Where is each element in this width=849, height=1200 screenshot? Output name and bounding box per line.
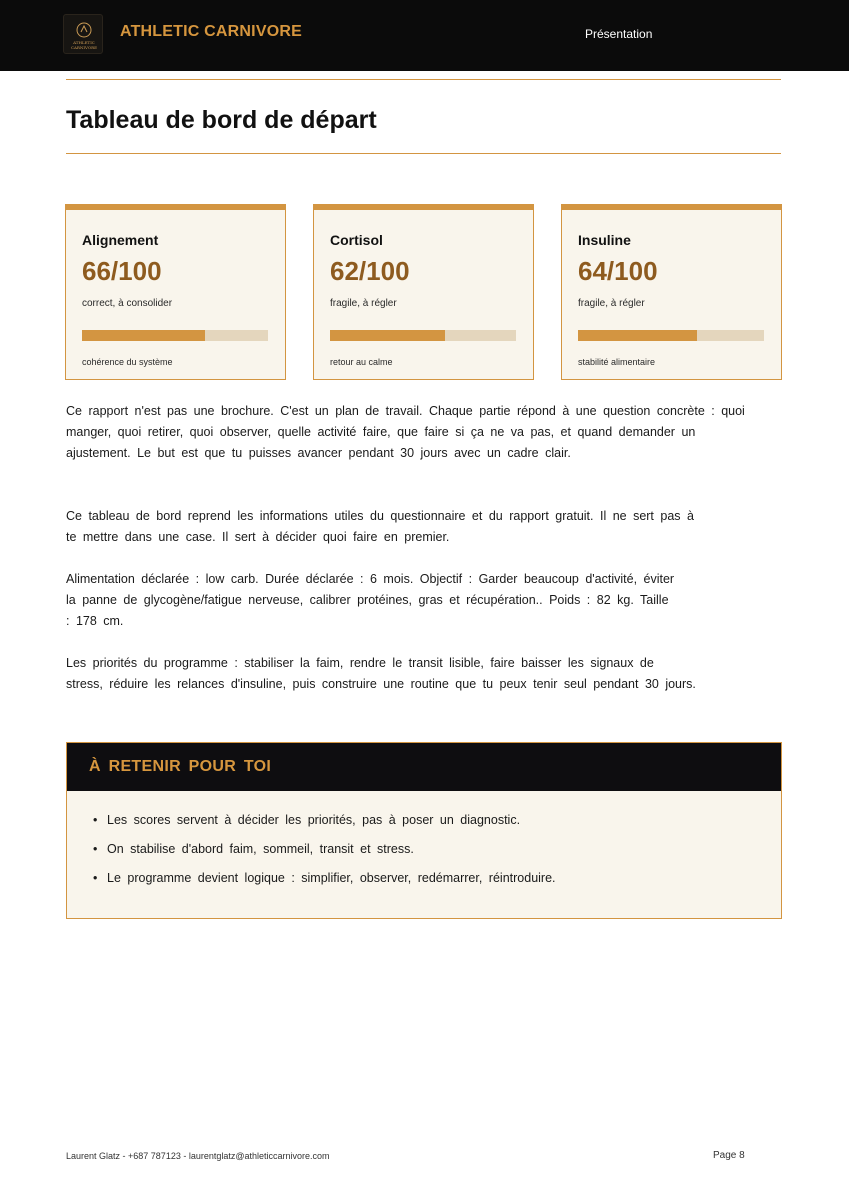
logo-emblem-icon	[64, 15, 103, 54]
top-bar	[0, 0, 849, 71]
brand-name: ATHLETIC CARNIVORE	[120, 23, 302, 40]
card-score: 64/100	[578, 256, 658, 286]
card-progress-fill	[330, 330, 445, 341]
list-item	[93, 864, 556, 893]
intro-paragraph: Ce rapport n'est pas une brochure. C'est un plan de travail. Chaque partie répond à une question concrète : quoi manger, quoi retirer, quoi observer, quelle activité faire, que faire si ça ne va pas, et quand demander un ajustement. Le but est que tu puisses avancer pendant 30 jours avec un cadre clair.	[66, 404, 745, 460]
bullet-icon: •	[93, 842, 98, 856]
list-item-text: Les scores servent à décider les priorités, pas à poser un diagnostic.	[107, 813, 521, 827]
score-card-cortisol	[313, 204, 534, 380]
card-score: 62/100	[330, 256, 410, 286]
key-takeaways-list	[93, 806, 556, 893]
score-card-insuline	[561, 204, 782, 380]
card-footer: cohérence du système	[82, 357, 173, 367]
brand-logo	[63, 14, 103, 54]
key-takeaways-header	[67, 743, 781, 791]
card-footer: retour au calme	[330, 357, 393, 367]
page-title: Tableau de bord de départ	[66, 106, 377, 134]
section-name: Présentation	[585, 27, 653, 41]
title-top-rule	[66, 79, 781, 80]
card-status: correct, à consolider	[82, 298, 173, 309]
key-takeaways-box	[66, 742, 782, 919]
bullet-icon: •	[93, 871, 98, 885]
list-item-text: On stabilise d'abord faim, sommeil, transit et stress.	[107, 842, 414, 856]
card-label: Cortisol	[330, 232, 383, 248]
card-score: 66/100	[82, 256, 162, 286]
card-status: fragile, à régler	[330, 298, 397, 309]
score-card-alignement	[65, 204, 286, 380]
card-status: fragile, à régler	[578, 298, 645, 309]
title-bottom-rule	[66, 153, 781, 154]
dashboard-paragraph: Ce tableau de bord reprend les informations utiles du questionnaire et du rapport gratuit. Il ne sert pas à te mettre dans une case. Il sert à décider quoi faire en premier.	[66, 509, 694, 544]
card-progress-fill	[82, 330, 205, 341]
key-takeaways-title: À RETENIR POUR TOI	[89, 758, 272, 775]
priorities-paragraph: Les priorités du programme : stabiliser la faim, rendre le transit lisible, faire baisser les signaux de stress, réduire les relances d'insuline, puis construire une routine que tu peux tenir seul pendant 30 jours.	[66, 656, 696, 691]
footer-contact: Laurent Glatz - +687 787123 - laurentglatz@athleticcarnivore.com	[66, 1151, 330, 1161]
card-label: Insuline	[578, 232, 631, 248]
profile-paragraph: Alimentation déclarée : low carb. Durée déclarée : 6 mois. Objectif : Garder beaucoup d'activité, éviter la panne de glycogène/fatigue nerveuse, calibrer protéines, gras et récupération.. Poids : 82 kg. Taille : 178 cm.	[66, 572, 675, 628]
bullet-icon: •	[93, 813, 98, 827]
page-number: Page 8	[713, 1150, 745, 1161]
list-item	[93, 806, 556, 835]
card-progress-fill	[578, 330, 697, 341]
logo-text-line-1: ATHLETIC	[73, 40, 95, 45]
logo-text-line-2: CARNIVORE	[70, 45, 98, 50]
list-item-text: Le programme devient logique : simplifier, observer, redémarrer, réintroduire.	[107, 871, 556, 885]
card-progress-bar	[82, 330, 268, 341]
card-progress-bar	[578, 330, 764, 341]
card-progress-bar	[330, 330, 516, 341]
list-item	[93, 835, 556, 864]
card-footer: stabilité alimentaire	[578, 357, 656, 367]
card-label: Alignement	[82, 232, 159, 248]
